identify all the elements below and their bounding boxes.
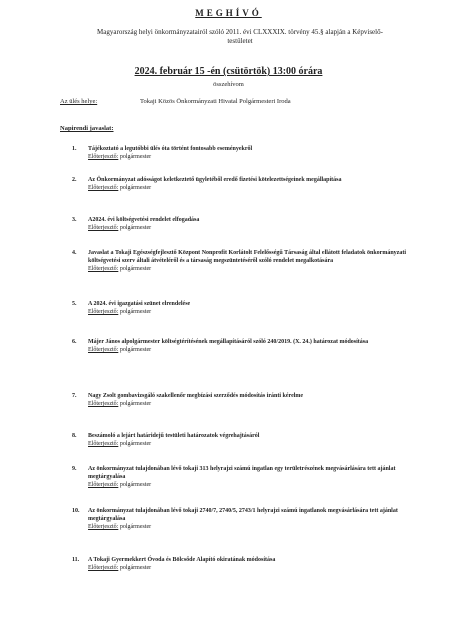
agenda-item-title: A2024. évi költségvetési rendelet elfogadása — [88, 217, 200, 223]
presenter-label: Előterjesztő: — [88, 565, 119, 571]
agenda-item-presenter — [88, 346, 406, 354]
agenda-heading: Napirendi javaslat: — [60, 125, 114, 132]
presenter-label: Előterjesztő: — [88, 441, 119, 447]
presenter-label: Előterjesztő: — [88, 482, 119, 488]
agenda-item-title: Májer János alpolgármester költségtérítésének megállapításáról szóló 240/2019. (X. 24.) határozat módosítása — [88, 339, 369, 345]
venue-label: Az ülés helye: — [60, 98, 98, 105]
agenda-item-title: Az önkormányzat tulajdonában lévő tokaji 2740/7, 2740/5, 2743/1 helyrajzi számú ingatlanok megvásárlására tett ajánlat megtárgyalása — [88, 508, 398, 522]
presenter-value: polgármester — [119, 225, 152, 231]
agenda-item-presenter — [88, 308, 406, 316]
agenda-item-number: 2. — [72, 177, 77, 183]
agenda-item-number: 7. — [72, 393, 77, 399]
venue-value: Tokaji Közös Önkormányzati Hivatal Polgármesteri Iroda — [140, 98, 291, 105]
summons-text: összehívom — [213, 81, 244, 88]
agenda-item-number: 3. — [72, 217, 77, 223]
agenda-item-title: Az önkormányzat tulajdonában lévő tokaji 313 helyrajzi számú ingatlan egy területrészének megvásárlására tett ajánlat megtárgyalása — [88, 466, 396, 480]
agenda-item-number: 8. — [72, 433, 77, 439]
agenda-item-number: 6. — [72, 339, 77, 345]
agenda-item-presenter — [88, 481, 406, 489]
presenter-label: Előterjesztő: — [88, 347, 119, 353]
presenter-label: Előterjesztő: — [88, 266, 119, 272]
agenda-item-title: Az Önkormányzat adósságot keletkeztető ügyletéből eredő fizetési kötelezettségeinek megállapítása — [88, 177, 342, 183]
agenda-item-number: 5. — [72, 301, 77, 307]
agenda-item-number: 4. — [72, 250, 77, 256]
presenter-value: polgármester — [119, 482, 152, 488]
agenda-item-number: 10. — [72, 508, 80, 514]
presenter-label: Előterjesztő: — [88, 185, 119, 191]
presenter-label: Előterjesztő: — [88, 225, 119, 231]
presenter-label: Előterjesztő: — [88, 401, 119, 407]
presenter-value: polgármester — [119, 347, 152, 353]
agenda-item-number: 1. — [72, 146, 77, 152]
agenda-item-presenter — [88, 523, 406, 531]
agenda-item-title: Beszámoló a lejárt határidejű testületi határozatok végrehajtásáról — [88, 433, 260, 439]
meeting-date: 2024. február 15 -én (csütörtök) 13:00 órára — [134, 66, 323, 77]
agenda-item-title: A Tokaji Gyermekkert Óvoda és Bölcsőde Alapító okiratának módosítása — [88, 557, 276, 563]
document-title: MEGHÍVÓ — [195, 8, 262, 18]
agenda-item-presenter — [88, 224, 406, 232]
presenter-label: Előterjesztő: — [88, 524, 119, 530]
presenter-value: polgármester — [119, 524, 152, 530]
agenda-item-number: 11. — [72, 557, 80, 563]
agenda-item-title: Javaslat a Tokaji Egészségfejlesztő Központ Nonprofit Korlátolt Felelősségű Társaság által ellátott feladatok önkormányzati költségvetési szerv általi átvételéről és a társaság megszüntetéséről szóló rendelet megalkotására — [88, 250, 406, 264]
agenda-item-title: A 2024. évi igazgatási szünet elrendelése — [88, 301, 191, 307]
presenter-value: polgármester — [119, 565, 152, 571]
agenda-item-presenter — [88, 440, 406, 448]
presenter-value: polgármester — [119, 185, 152, 191]
presenter-value: polgármester — [119, 309, 152, 315]
agenda-item-presenter — [88, 184, 406, 192]
presenter-label: Előterjesztő: — [88, 309, 119, 315]
presenter-value: polgármester — [119, 266, 152, 272]
agenda-item-presenter — [88, 153, 406, 161]
agenda-item-presenter — [88, 564, 406, 572]
agenda-item-title: Nagy Zsolt gombavizsgáló szakellenőr megbízási szerződés módosítás iránti kérelme — [88, 393, 304, 399]
agenda-item-title: Tájékoztató a legutóbbi ülés óta történt fontosabb eseményekről — [88, 146, 253, 152]
agenda-item-presenter — [88, 400, 406, 408]
agenda-item-presenter — [88, 265, 406, 273]
presenter-value: polgármester — [119, 154, 152, 160]
presenter-label: Előterjesztő: — [88, 154, 119, 160]
presenter-value: polgármester — [119, 401, 152, 407]
legal-basis-text: Magyarország helyi önkormányzatairól szóló 2011. évi CLXXXIX. törvény 45.§ alapján a Képviselő-testületet — [97, 28, 383, 45]
presenter-value: polgármester — [119, 441, 152, 447]
agenda-item-number: 9. — [72, 466, 77, 472]
